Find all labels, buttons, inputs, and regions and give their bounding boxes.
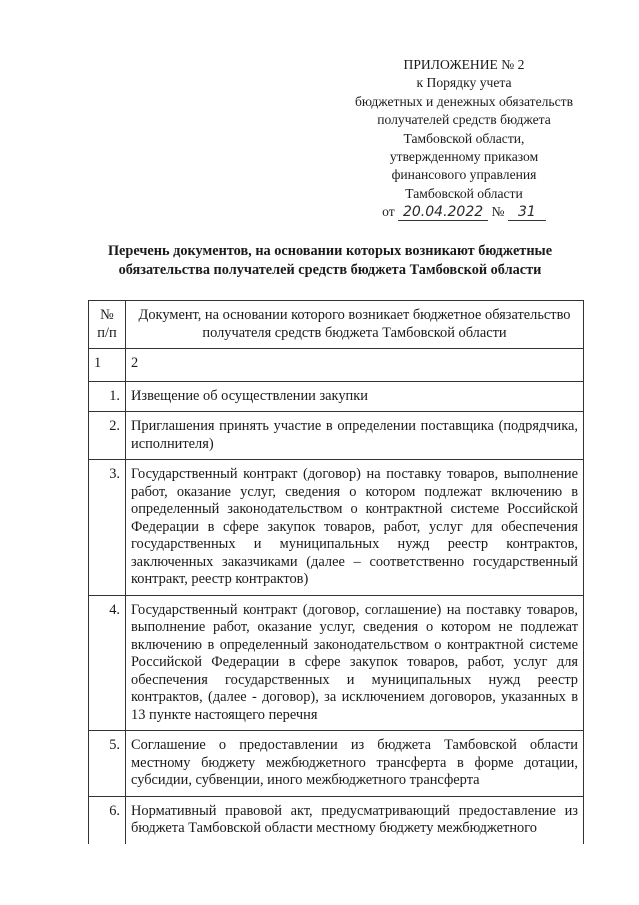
document-title xyxy=(60,242,600,279)
table-row xyxy=(89,412,584,460)
order-reference xyxy=(330,203,598,221)
row-num: 6. xyxy=(89,796,126,844)
appendix-line: утвержденному приказом xyxy=(389,149,539,165)
row-text: Государственный контракт (договор) на поставку товаров, выполнение работ, оказание услуг, сведения о котором подлежат включению в определенный законодательством о контрактной системе Российской Федерации в сфере закупок товаров, работ, услуг для обеспечения государственных и муниципальных нужд реестр контрактов, заключенных заказчиками (далее – соответственно государственный контракт, реестр контрактов) xyxy=(126,460,584,596)
row-num: 3. xyxy=(89,460,126,596)
documents-table xyxy=(88,300,584,844)
row-num: 1. xyxy=(89,381,126,412)
row-text: Государственный контракт (договор, соглашение) на поставку товаров, выполнение работ, оказание услуг, сведения о котором не подлежат включению в определенный законодательством о контрактной системе Российской Федерации в сфере закупок товаров, работ, услуг для обеспечения государственных и муниципальных нужд реестр контрактов, (далее - договор), за исключением договоров, указанных в 13 пункте настоящего перечня xyxy=(126,595,584,731)
index-num: 1 xyxy=(89,349,126,382)
row-text: Нормативный правовой акт, предусматривающий предоставление из бюджета Тамбовской области местному бюджету межбюджетного xyxy=(126,796,584,844)
row-text: Соглашение о предоставлении из бюджета Тамбовской области местному бюджету межбюджетного трансферта в форме дотации, субсидии, субвенции, иного межбюджетного трансферта xyxy=(126,731,584,797)
table-row xyxy=(89,381,584,412)
appendix-line: получателей средств бюджета xyxy=(377,112,551,128)
row-num: 5. xyxy=(89,731,126,797)
handwritten-order-date: 20.04.2022 xyxy=(398,205,488,221)
appendix-line: Тамбовской области xyxy=(405,185,523,201)
appendix-line: финансового управления xyxy=(391,167,537,183)
appendix-line: Тамбовской области, xyxy=(403,130,525,146)
table-row xyxy=(89,796,584,844)
table-row xyxy=(89,731,584,797)
appendix-line: к Порядку учета xyxy=(416,75,512,91)
row-num: 4. xyxy=(89,595,126,731)
handwritten-order-number: 31 xyxy=(508,205,546,221)
table-header-row xyxy=(89,301,584,349)
row-text: Извещение об осуществлении закупки xyxy=(126,381,584,412)
order-prefix: от xyxy=(382,204,395,220)
row-text: Приглашения принять участие в определении поставщика (подрядчика, исполнителя) xyxy=(126,412,584,460)
appendix-title: ПРИЛОЖЕНИЕ № 2 xyxy=(403,57,525,72)
row-num: 2. xyxy=(89,412,126,460)
table-row xyxy=(89,595,584,731)
appendix-line: бюджетных и денежных обязательств xyxy=(354,93,574,109)
order-number-label: № xyxy=(491,204,505,220)
header-doc: Документ, на основании которого возникает бюджетное обязательство получателя средств бюджета Тамбовской области xyxy=(126,301,584,349)
title-line-1: Перечень документов, на основании которых возникают бюджетные xyxy=(107,243,553,259)
table-row xyxy=(89,460,584,596)
header-num: № п/п xyxy=(89,301,126,349)
table-index-row xyxy=(89,349,584,382)
appendix-block xyxy=(330,56,598,222)
title-line-2: обязательства получателей средств бюджета Тамбовской области xyxy=(118,261,542,278)
index-doc: 2 xyxy=(126,349,584,382)
